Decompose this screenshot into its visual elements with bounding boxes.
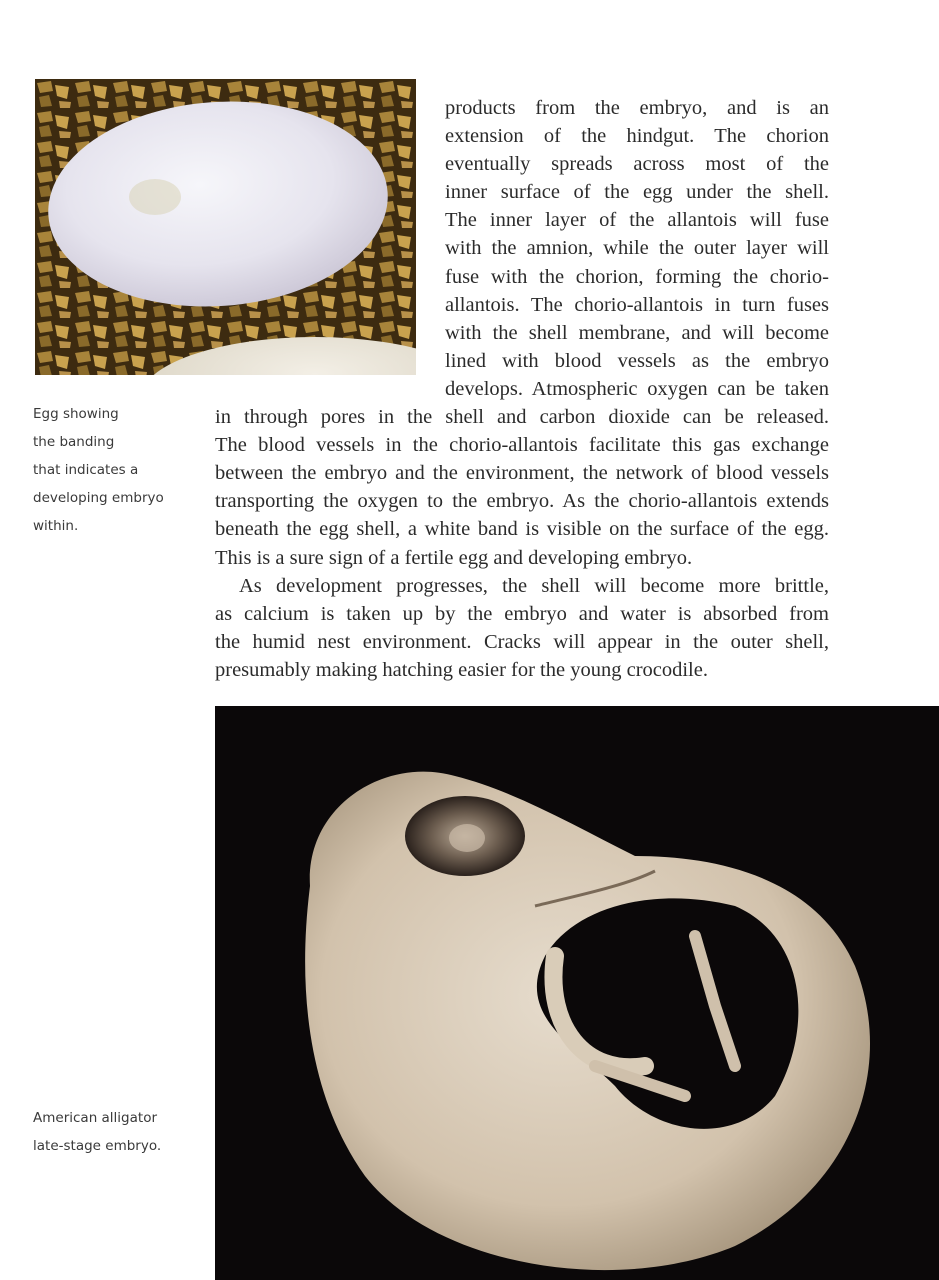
body-line: as calcium is taken up by the embryo and water is absorbed from	[215, 602, 829, 625]
egg-caption	[33, 400, 193, 540]
caption-line: developing embryo	[33, 490, 164, 506]
body-line: The inner layer of the allantois will fuse	[445, 209, 829, 232]
body-line: As development progresses, the shell will become more brittle,	[239, 574, 829, 597]
body-line: fuse with the chorion, forming the chorio-	[445, 265, 829, 288]
embryo-caption	[33, 1104, 193, 1160]
embryo-photo	[215, 706, 939, 1280]
caption-line: the banding	[33, 434, 115, 450]
body-line: beneath the egg shell, a white band is visible on the surface of the egg.	[215, 518, 829, 541]
body-line: lined with blood vessels as the embryo	[445, 349, 829, 372]
body-line: develops. Atmospheric oxygen can be taken	[445, 377, 829, 400]
body-line: the humid nest environment. Cracks will appear in the outer shell,	[215, 630, 829, 653]
body-line: with the shell membrane, and will become	[445, 321, 829, 344]
caption-line: Egg showing	[33, 406, 119, 422]
body-line: presumably making hatching easier for the young crocodile.	[215, 658, 708, 681]
body-line: This is a sure sign of a fertile egg and developing embryo.	[215, 546, 693, 569]
body-line: in through pores in the shell and carbon dioxide can be released.	[215, 406, 829, 429]
body-line: with the amnion, while the outer layer will	[445, 237, 829, 260]
caption-line: late-stage embryo.	[33, 1138, 162, 1154]
caption-line: that indicates a	[33, 462, 139, 478]
body-line: allantois. The chorio-allantois in turn fuses	[445, 293, 829, 316]
body-line: products from the embryo, and is an	[445, 97, 829, 119]
caption-line: American alligator	[33, 1110, 158, 1126]
body-line: The blood vessels in the chorio-allantois facilitate this gas exchange	[215, 434, 829, 457]
body-line: extension of the hindgut. The chorion	[445, 125, 829, 148]
body-line: inner surface of the egg under the shell.	[445, 181, 829, 204]
caption-line: within.	[33, 518, 79, 534]
embryo-illustration	[215, 706, 939, 1280]
body-text	[215, 94, 829, 684]
body-line: between the embryo and the environment, the network of blood vessels	[215, 462, 829, 485]
body-line: eventually spreads across most of the	[445, 153, 829, 176]
body-line: transporting the oxygen to the embryo. As the chorio-allantois extends	[215, 490, 829, 513]
